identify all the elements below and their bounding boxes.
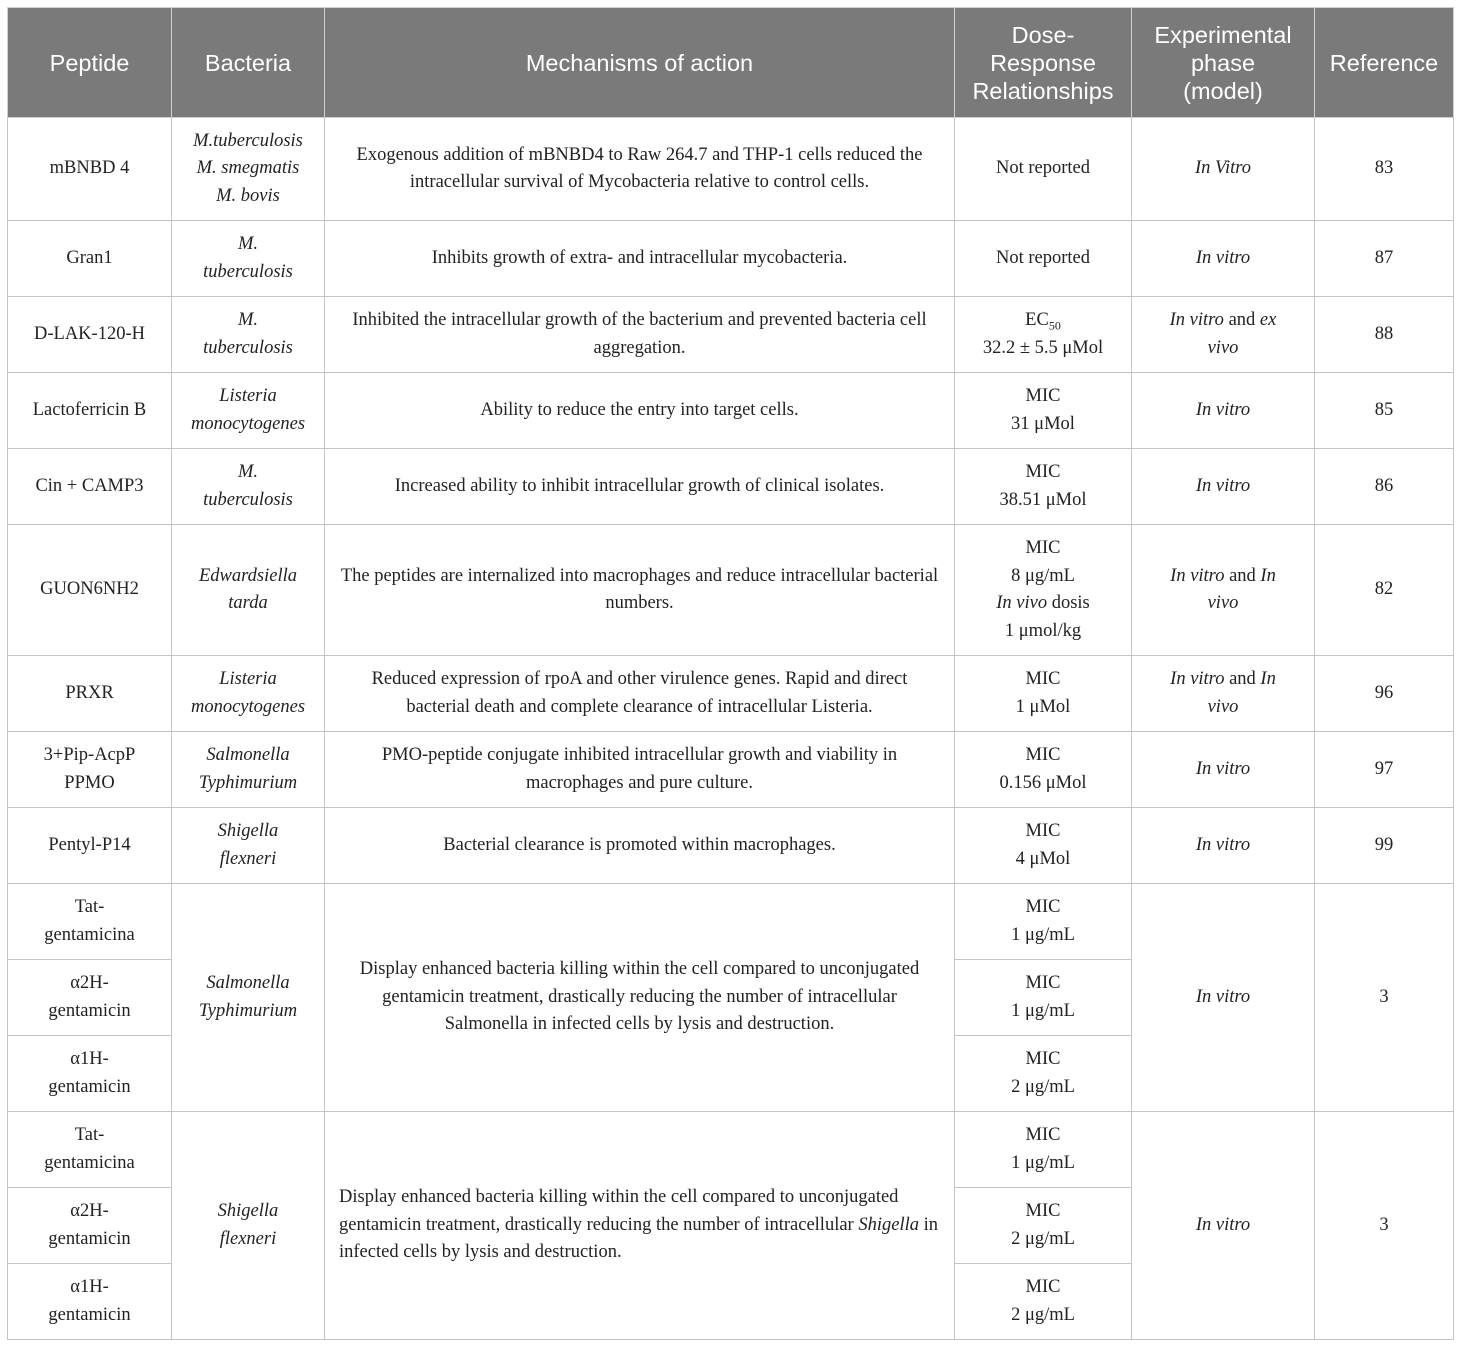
cell-mechanism: Display enhanced bacteria killing within the cell compared to unconjugated gentamicin treatment, drastically reducing the number of intracellular Salmonella in infected cells by lysis and destruction. (325, 884, 955, 1112)
dose-line: 8 μg/mL (1011, 565, 1075, 586)
dose-line: 1 μmol/kg (1004, 620, 1082, 641)
dose-line: 4 μMol (1015, 848, 1071, 869)
dose-label-text: EC (1025, 310, 1049, 330)
cell-phase: In vitro (1132, 373, 1315, 449)
peptide-line: gentamicina (44, 924, 135, 945)
phase-line (1140, 563, 1306, 591)
cell-phase: In vitro (1132, 884, 1315, 1112)
dose-line: 2 μg/mL (1011, 1228, 1075, 1249)
cell-dose (955, 297, 1132, 373)
table-row (8, 221, 1454, 297)
cell-mechanism: The peptides are internalized into macrophages and reduce intracellular bacterial numbers. (325, 525, 955, 656)
header-dose-response (955, 8, 1132, 118)
header-peptide: Peptide (8, 8, 172, 118)
dose-value: 32.2 ± 5.5 μMol (982, 337, 1104, 358)
phase-italic: In vitro (1170, 565, 1225, 586)
peptide-table (7, 7, 1454, 1340)
cell-mechanism: PMO-peptide conjugate inhibited intracellular growth and viability in macrophages and pure culture. (325, 732, 955, 808)
cell-phase: In Vitro (1132, 118, 1315, 221)
dose-line (963, 590, 1123, 618)
bacteria-line: M. (237, 234, 259, 254)
dose-italic: In vivo (996, 593, 1048, 613)
dose-line: 1 μMol (1015, 696, 1071, 717)
bacteria-line: M. smegmatis (196, 158, 300, 179)
bacteria-line: Typhimurium (198, 1000, 298, 1021)
table-row (8, 449, 1454, 525)
bacteria-line: Shigella (217, 1201, 279, 1221)
cell-bacteria (172, 732, 325, 808)
bacteria-line: flexneri (219, 1228, 277, 1249)
phase-italic: In vitro (1170, 669, 1225, 689)
cell-dose: Not reported (955, 221, 1132, 297)
bacteria-line: Salmonella (206, 973, 290, 993)
bacteria-line: M. bovis (216, 185, 280, 206)
bacteria-line: monocytogenes (190, 696, 306, 717)
dose-text: dosis (1047, 593, 1090, 613)
table-row (8, 297, 1454, 373)
cell-dose (955, 884, 1132, 960)
cell-peptide: mBNBD 4 (8, 118, 172, 221)
cell-mechanism: Inhibited the intracellular growth of the bacterium and prevented bacteria cell aggregation. (325, 297, 955, 373)
dose-label (963, 307, 1123, 335)
header-experimental-phase (1132, 8, 1315, 118)
cell-reference: 86 (1315, 449, 1454, 525)
cell-dose (955, 1264, 1132, 1340)
header-row (8, 8, 1454, 118)
cell-phase (1132, 297, 1315, 373)
bacteria-line: monocytogenes (190, 413, 306, 434)
dose-line: MIC (1025, 1125, 1061, 1145)
cell-dose (955, 1112, 1132, 1188)
cell-bacteria (172, 884, 325, 1112)
cell-mechanism (325, 1112, 955, 1340)
dose-line: 31 μMol (1011, 413, 1075, 434)
mechanism-text: in infected cells by lysis and destruction. (339, 1214, 938, 1263)
cell-phase: In vitro (1132, 1112, 1315, 1340)
header-dose-line1: Dose- (1011, 21, 1075, 48)
peptide-line: gentamicin (48, 1228, 131, 1249)
header-dose-line3: Relationships (972, 77, 1114, 104)
cell-bacteria (172, 297, 325, 373)
cell-mechanism: Bacterial clearance is promoted within macrophages. (325, 808, 955, 884)
phase-line (1140, 307, 1306, 335)
table-row (8, 656, 1454, 732)
dose-line: MIC (1025, 669, 1061, 689)
cell-peptide (8, 732, 172, 808)
cell-peptide (8, 1112, 172, 1188)
cell-peptide (8, 1264, 172, 1340)
peptide-line: Tat- (74, 1125, 105, 1145)
peptide-line: PPMO (64, 772, 115, 793)
bacteria-line: M. (237, 310, 259, 330)
cell-mechanism: Increased ability to inhibit intracellular growth of clinical isolates. (325, 449, 955, 525)
bacteria-line: tarda (228, 593, 268, 613)
bacteria-line: M.tuberculosis (193, 130, 303, 151)
cell-peptide: Gran1 (8, 221, 172, 297)
header-phase-line3: (model) (1183, 77, 1263, 104)
header-phase-line1: Experimental (1154, 21, 1292, 48)
cell-dose (955, 656, 1132, 732)
mechanism-italic: Shigella (858, 1214, 919, 1235)
phase-line: vivo (1207, 593, 1239, 613)
dose-line: 2 μg/mL (1011, 1076, 1075, 1097)
header-reference: Reference (1315, 8, 1454, 118)
table-row (8, 373, 1454, 449)
table-row (8, 732, 1454, 808)
cell-bacteria (172, 1112, 325, 1340)
bacteria-line: Typhimurium (198, 772, 298, 793)
phase-line: vivo (1207, 337, 1239, 358)
cell-dose (955, 525, 1132, 656)
cell-dose: Not reported (955, 118, 1132, 221)
cell-dose (955, 732, 1132, 808)
bacteria-line: tuberculosis (203, 261, 293, 282)
cell-peptide: PRXR (8, 656, 172, 732)
bacteria-line: tuberculosis (203, 337, 293, 358)
header-phase-line2: phase (1190, 49, 1256, 76)
phase-line: vivo (1207, 696, 1239, 717)
cell-peptide: GUON6NH2 (8, 525, 172, 656)
cell-reference: 96 (1315, 656, 1454, 732)
cell-bacteria (172, 449, 325, 525)
cell-dose (955, 449, 1132, 525)
cell-dose (955, 1036, 1132, 1112)
cell-phase: In vitro (1132, 449, 1315, 525)
phase-and: and (1224, 669, 1261, 689)
cell-mechanism: Reduced expression of rpoA and other virulence genes. Rapid and direct bacterial death and complete clearance of intracellular Listeria. (325, 656, 955, 732)
bacteria-line: flexneri (219, 848, 277, 869)
cell-mechanism: Ability to reduce the entry into target cells. (325, 373, 955, 449)
phase-italic: In vitro (1169, 310, 1224, 330)
cell-peptide (8, 960, 172, 1036)
phase-and: and (1224, 565, 1261, 586)
dose-line: 2 μg/mL (1011, 1304, 1075, 1325)
cell-bacteria (172, 808, 325, 884)
cell-phase: In vitro (1132, 808, 1315, 884)
cell-reference: 97 (1315, 732, 1454, 808)
dose-line: MIC (1025, 1277, 1061, 1297)
cell-reference: 3 (1315, 884, 1454, 1112)
bacteria-line: Listeria (219, 386, 277, 406)
phase-italic: In (1260, 565, 1276, 586)
cell-reference: 83 (1315, 118, 1454, 221)
bacteria-line: Edwardsiella (199, 565, 297, 586)
cell-reference: 99 (1315, 808, 1454, 884)
cell-bacteria (172, 118, 325, 221)
table-row (8, 1112, 1454, 1188)
dose-line: MIC (1025, 1049, 1061, 1069)
dose-line: MIC (1025, 1201, 1061, 1221)
dose-line: MIC (1025, 386, 1061, 406)
peptide-line: gentamicin (48, 1304, 131, 1325)
bacteria-line: Salmonella (206, 745, 290, 765)
cell-peptide: Lactoferricin B (8, 373, 172, 449)
peptide-line: 3+Pip-AcpP (43, 745, 136, 765)
cell-dose (955, 373, 1132, 449)
peptide-line: α1H- (70, 1049, 109, 1069)
cell-mechanism: Exogenous addition of mBNBD4 to Raw 264.7 and THP-1 cells reduced the intracellular survival of Mycobacteria relative to control cells. (325, 118, 955, 221)
peptide-line: α1H- (70, 1277, 109, 1297)
dose-line: MIC (1025, 973, 1061, 993)
cell-peptide: Cin + CAMP3 (8, 449, 172, 525)
table-row (8, 884, 1454, 960)
phase-italic: ex (1259, 310, 1277, 330)
cell-dose (955, 960, 1132, 1036)
header-dose-line2: Response (990, 49, 1096, 76)
table-row (8, 808, 1454, 884)
phase-italic: In (1260, 669, 1276, 689)
bacteria-line: Shigella (217, 821, 279, 841)
cell-bacteria (172, 373, 325, 449)
dose-line: MIC (1025, 897, 1061, 917)
peptide-line: α2H- (70, 1201, 109, 1221)
cell-reference: 88 (1315, 297, 1454, 373)
cell-bacteria (172, 221, 325, 297)
dose-label-subscript: 50 (1048, 318, 1061, 333)
cell-phase (1132, 656, 1315, 732)
dose-line: 0.156 μMol (999, 772, 1087, 793)
cell-dose (955, 1188, 1132, 1264)
peptide-line: α2H- (70, 973, 109, 993)
bacteria-line: tuberculosis (203, 489, 293, 510)
table-row (8, 118, 1454, 221)
dose-line: MIC (1025, 462, 1061, 482)
cell-bacteria (172, 525, 325, 656)
cell-peptide (8, 1036, 172, 1112)
header-bacteria: Bacteria (172, 8, 325, 118)
cell-phase (1132, 525, 1315, 656)
dose-line: MIC (1025, 821, 1061, 841)
cell-peptide: D-LAK-120-H (8, 297, 172, 373)
phase-line (1140, 666, 1306, 694)
dose-line: 1 μg/mL (1011, 924, 1075, 945)
cell-bacteria (172, 656, 325, 732)
dose-line: MIC (1025, 538, 1061, 558)
peptide-line: Tat- (74, 897, 105, 917)
peptide-line: gentamicina (44, 1152, 135, 1173)
cell-phase: In vitro (1132, 221, 1315, 297)
cell-reference: 85 (1315, 373, 1454, 449)
bacteria-line: Listeria (219, 669, 277, 689)
cell-peptide: Pentyl-P14 (8, 808, 172, 884)
cell-peptide (8, 1188, 172, 1264)
dose-line: 38.51 μMol (999, 489, 1087, 510)
dose-line: MIC (1025, 745, 1061, 765)
cell-reference: 82 (1315, 525, 1454, 656)
dose-line: 1 μg/mL (1011, 1152, 1075, 1173)
cell-mechanism: Inhibits growth of extra- and intracellular mycobacteria. (325, 221, 955, 297)
cell-phase: In vitro (1132, 732, 1315, 808)
bacteria-line: M. (237, 462, 259, 482)
dose-line: 1 μg/mL (1011, 1000, 1075, 1021)
phase-and: and (1223, 310, 1260, 330)
cell-peptide (8, 884, 172, 960)
peptide-line: gentamicin (48, 1000, 131, 1021)
table-row (8, 525, 1454, 656)
cell-reference: 3 (1315, 1112, 1454, 1340)
cell-dose (955, 808, 1132, 884)
header-mechanism: Mechanisms of action (325, 8, 955, 118)
peptide-line: gentamicin (48, 1076, 131, 1097)
mechanism-text: Display enhanced bacteria killing within the cell compared to unconjugated gentamicin treatment, drastically reducing the number of intracellular (339, 1187, 899, 1235)
cell-reference: 87 (1315, 221, 1454, 297)
